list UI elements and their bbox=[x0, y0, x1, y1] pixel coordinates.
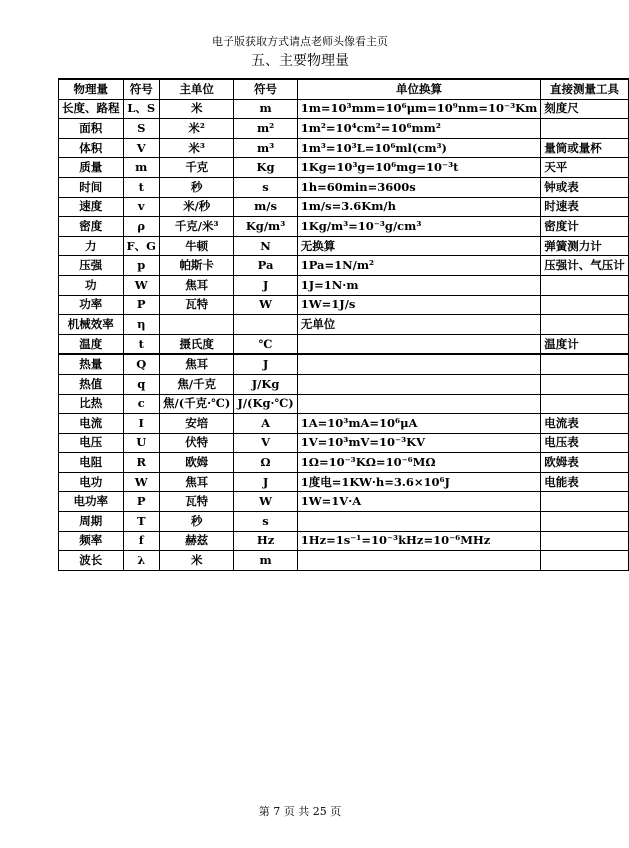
cell-unit-symbol: J/Kg bbox=[234, 374, 297, 394]
cell-tool bbox=[541, 295, 629, 315]
column-header-tool: 直接测量工具 bbox=[541, 79, 629, 99]
table-row bbox=[59, 275, 629, 295]
table-row bbox=[59, 158, 629, 178]
cell-symbol: q bbox=[123, 374, 160, 394]
cell-tool bbox=[541, 119, 629, 139]
cell-tool: 密度计 bbox=[541, 217, 629, 237]
cell-quantity: 频率 bbox=[59, 531, 124, 551]
table-row bbox=[59, 217, 629, 237]
table-row bbox=[59, 472, 629, 492]
cell-quantity: 波长 bbox=[59, 551, 124, 571]
cell-main-unit: 瓦特 bbox=[160, 295, 234, 315]
cell-quantity: 机械效率 bbox=[59, 315, 124, 335]
cell-unit-symbol: J bbox=[234, 472, 297, 492]
section-title: 五、主要物理量 bbox=[251, 53, 349, 69]
cell-symbol: I bbox=[123, 414, 160, 434]
table-row bbox=[59, 433, 629, 453]
cell-main-unit: 安培 bbox=[160, 414, 234, 434]
cell-symbol: W bbox=[123, 472, 160, 492]
cell-main-unit: 米² bbox=[160, 119, 234, 139]
cell-quantity: 电流 bbox=[59, 414, 124, 434]
cell-quantity: 面积 bbox=[59, 119, 124, 139]
table-row bbox=[59, 99, 629, 119]
cell-conversion bbox=[297, 374, 541, 394]
cell-tool: 电能表 bbox=[541, 472, 629, 492]
cell-tool bbox=[541, 492, 629, 512]
cell-conversion: 1Hz=1s⁻¹=10⁻³kHz=10⁻⁶MHz bbox=[297, 531, 541, 551]
page-footer: 第 7 页 共 25 页 bbox=[258, 805, 342, 818]
cell-main-unit: 帕斯卡 bbox=[160, 256, 234, 276]
cell-conversion: 1Pa=1N/m² bbox=[297, 256, 541, 276]
cell-tool bbox=[541, 531, 629, 551]
cell-tool bbox=[541, 512, 629, 532]
cell-main-unit: 秒 bbox=[160, 177, 234, 197]
cell-tool bbox=[541, 374, 629, 394]
cell-tool: 欧姆表 bbox=[541, 453, 629, 473]
cell-quantity: 质量 bbox=[59, 158, 124, 178]
cell-tool: 温度计 bbox=[541, 334, 629, 354]
cell-unit-symbol: J bbox=[234, 275, 297, 295]
cell-main-unit: 牛顿 bbox=[160, 236, 234, 256]
cell-quantity: 时间 bbox=[59, 177, 124, 197]
cell-unit-symbol: m³ bbox=[234, 138, 297, 158]
cell-quantity: 功 bbox=[59, 275, 124, 295]
cell-tool bbox=[541, 275, 629, 295]
cell-symbol: F、G bbox=[123, 236, 160, 256]
cell-main-unit: 秒 bbox=[160, 512, 234, 532]
cell-symbol: S bbox=[123, 119, 160, 139]
cell-symbol: ρ bbox=[123, 217, 160, 237]
cell-conversion: 1A=10³mA=10⁶μA bbox=[297, 414, 541, 434]
table-row bbox=[59, 492, 629, 512]
cell-quantity: 电压 bbox=[59, 433, 124, 453]
cell-conversion: 1Ω=10⁻³KΩ=10⁻⁶MΩ bbox=[297, 453, 541, 473]
cell-quantity: 体积 bbox=[59, 138, 124, 158]
table-row bbox=[59, 119, 629, 139]
cell-unit-symbol: s bbox=[234, 177, 297, 197]
cell-tool bbox=[541, 551, 629, 571]
cell-symbol: V bbox=[123, 138, 160, 158]
cell-main-unit: 焦耳 bbox=[160, 472, 234, 492]
table-row bbox=[59, 414, 629, 434]
cell-symbol: P bbox=[123, 492, 160, 512]
column-header-symbol: 符号 bbox=[123, 79, 160, 99]
cell-symbol: p bbox=[123, 256, 160, 276]
cell-tool: 天平 bbox=[541, 158, 629, 178]
cell-conversion bbox=[297, 354, 541, 374]
cell-conversion: 1h=60min=3600s bbox=[297, 177, 541, 197]
cell-tool: 量筒或量杯 bbox=[541, 138, 629, 158]
cell-main-unit: 焦/(千克·℃) bbox=[160, 394, 234, 414]
table-row bbox=[59, 177, 629, 197]
cell-unit-symbol: J/(Kg·℃) bbox=[234, 394, 297, 414]
cell-symbol: R bbox=[123, 453, 160, 473]
cell-conversion bbox=[297, 512, 541, 532]
table-row bbox=[59, 453, 629, 473]
table-row bbox=[59, 551, 629, 571]
cell-unit-symbol: m² bbox=[234, 119, 297, 139]
cell-main-unit: 伏特 bbox=[160, 433, 234, 453]
cell-main-unit bbox=[160, 315, 234, 335]
cell-unit-symbol: W bbox=[234, 492, 297, 512]
cell-quantity: 热量 bbox=[59, 354, 124, 374]
cell-tool: 刻度尺 bbox=[541, 99, 629, 119]
cell-tool: 压强计、气压计 bbox=[541, 256, 629, 276]
cell-unit-symbol: m bbox=[234, 99, 297, 119]
cell-unit-symbol: N bbox=[234, 236, 297, 256]
cell-main-unit: 摄氏度 bbox=[160, 334, 234, 354]
cell-symbol: T bbox=[123, 512, 160, 532]
cell-quantity: 电阻 bbox=[59, 453, 124, 473]
table-row bbox=[59, 315, 629, 335]
cell-quantity: 周期 bbox=[59, 512, 124, 532]
cell-tool bbox=[541, 315, 629, 335]
cell-symbol: v bbox=[123, 197, 160, 217]
cell-main-unit: 焦耳 bbox=[160, 275, 234, 295]
cell-tool: 弹簧测力计 bbox=[541, 236, 629, 256]
cell-unit-symbol: J bbox=[234, 354, 297, 374]
cell-conversion: 1度电=1KW·h=3.6×10⁶J bbox=[297, 472, 541, 492]
cell-symbol: t bbox=[123, 177, 160, 197]
cell-unit-symbol: Kg bbox=[234, 158, 297, 178]
cell-quantity: 压强 bbox=[59, 256, 124, 276]
cell-unit-symbol: Hz bbox=[234, 531, 297, 551]
cell-symbol: λ bbox=[123, 551, 160, 571]
cell-unit-symbol: Pa bbox=[234, 256, 297, 276]
cell-unit-symbol: A bbox=[234, 414, 297, 434]
table-row bbox=[59, 531, 629, 551]
cell-unit-symbol: s bbox=[234, 512, 297, 532]
table-row bbox=[59, 394, 629, 414]
column-header-quantity: 物理量 bbox=[59, 79, 124, 99]
cell-quantity: 密度 bbox=[59, 217, 124, 237]
cell-main-unit: 赫兹 bbox=[160, 531, 234, 551]
cell-unit-symbol: V bbox=[234, 433, 297, 453]
cell-quantity: 电功率 bbox=[59, 492, 124, 512]
cell-quantity: 力 bbox=[59, 236, 124, 256]
cell-tool: 电流表 bbox=[541, 414, 629, 434]
cell-symbol: c bbox=[123, 394, 160, 414]
cell-tool: 电压表 bbox=[541, 433, 629, 453]
column-header-unit-symbol: 符号 bbox=[234, 79, 297, 99]
cell-quantity: 长度、路程 bbox=[59, 99, 124, 119]
cell-conversion: 无单位 bbox=[297, 315, 541, 335]
table-row bbox=[59, 354, 629, 374]
page-header: 电子版获取方式请点老师头像看主页 bbox=[212, 35, 388, 48]
cell-main-unit: 瓦特 bbox=[160, 492, 234, 512]
cell-symbol: L、S bbox=[123, 99, 160, 119]
table-row bbox=[59, 512, 629, 532]
cell-main-unit: 焦耳 bbox=[160, 354, 234, 374]
cell-unit-symbol: Ω bbox=[234, 453, 297, 473]
table-row bbox=[59, 334, 629, 354]
cell-conversion: 1m³=10³L=10⁶ml(cm³) bbox=[297, 138, 541, 158]
table-row bbox=[59, 256, 629, 276]
cell-tool bbox=[541, 394, 629, 414]
cell-main-unit: 米/秒 bbox=[160, 197, 234, 217]
column-header-conversion: 单位换算 bbox=[297, 79, 541, 99]
cell-main-unit: 米³ bbox=[160, 138, 234, 158]
cell-conversion: 无换算 bbox=[297, 236, 541, 256]
cell-conversion: 1V=10³mV=10⁻³KV bbox=[297, 433, 541, 453]
cell-symbol: P bbox=[123, 295, 160, 315]
table-row bbox=[59, 295, 629, 315]
physics-quantities-table bbox=[58, 78, 629, 571]
cell-quantity: 比热 bbox=[59, 394, 124, 414]
cell-symbol: t bbox=[123, 334, 160, 354]
cell-tool: 钟或表 bbox=[541, 177, 629, 197]
cell-quantity: 热值 bbox=[59, 374, 124, 394]
cell-tool: 时速表 bbox=[541, 197, 629, 217]
cell-main-unit: 欧姆 bbox=[160, 453, 234, 473]
cell-symbol: η bbox=[123, 315, 160, 335]
cell-symbol: m bbox=[123, 158, 160, 178]
cell-quantity: 功率 bbox=[59, 295, 124, 315]
column-header-main-unit: 主单位 bbox=[160, 79, 234, 99]
cell-unit-symbol: ℃ bbox=[234, 334, 297, 354]
table-row bbox=[59, 236, 629, 256]
cell-quantity: 温度 bbox=[59, 334, 124, 354]
cell-symbol: U bbox=[123, 433, 160, 453]
cell-conversion: 1Kg/m³=10⁻³g/cm³ bbox=[297, 217, 541, 237]
cell-tool bbox=[541, 354, 629, 374]
cell-conversion bbox=[297, 334, 541, 354]
cell-main-unit: 千克/米³ bbox=[160, 217, 234, 237]
cell-main-unit: 米 bbox=[160, 99, 234, 119]
cell-conversion: 1Kg=10³g=10⁶mg=10⁻³t bbox=[297, 158, 541, 178]
table-row bbox=[59, 138, 629, 158]
cell-conversion: 1W=1V·A bbox=[297, 492, 541, 512]
cell-main-unit: 千克 bbox=[160, 158, 234, 178]
cell-unit-symbol: W bbox=[234, 295, 297, 315]
cell-symbol: Q bbox=[123, 354, 160, 374]
cell-conversion bbox=[297, 551, 541, 571]
cell-conversion: 1m/s=3.6Km/h bbox=[297, 197, 541, 217]
cell-conversion: 1W=1J/s bbox=[297, 295, 541, 315]
cell-conversion: 1J=1N·m bbox=[297, 275, 541, 295]
cell-unit-symbol: Kg/m³ bbox=[234, 217, 297, 237]
cell-conversion: 1m²=10⁴cm²=10⁶mm² bbox=[297, 119, 541, 139]
cell-conversion: 1m=10³mm=10⁶μm=10⁹nm=10⁻³Km bbox=[297, 99, 541, 119]
cell-quantity: 电功 bbox=[59, 472, 124, 492]
table-row bbox=[59, 374, 629, 394]
cell-main-unit: 焦/千克 bbox=[160, 374, 234, 394]
table-header-row bbox=[59, 79, 629, 99]
cell-symbol: f bbox=[123, 531, 160, 551]
cell-quantity: 速度 bbox=[59, 197, 124, 217]
cell-symbol: W bbox=[123, 275, 160, 295]
cell-unit-symbol: m bbox=[234, 551, 297, 571]
cell-main-unit: 米 bbox=[160, 551, 234, 571]
table-body bbox=[59, 99, 629, 570]
table-row bbox=[59, 197, 629, 217]
cell-unit-symbol bbox=[234, 315, 297, 335]
cell-unit-symbol: m/s bbox=[234, 197, 297, 217]
cell-conversion bbox=[297, 394, 541, 414]
